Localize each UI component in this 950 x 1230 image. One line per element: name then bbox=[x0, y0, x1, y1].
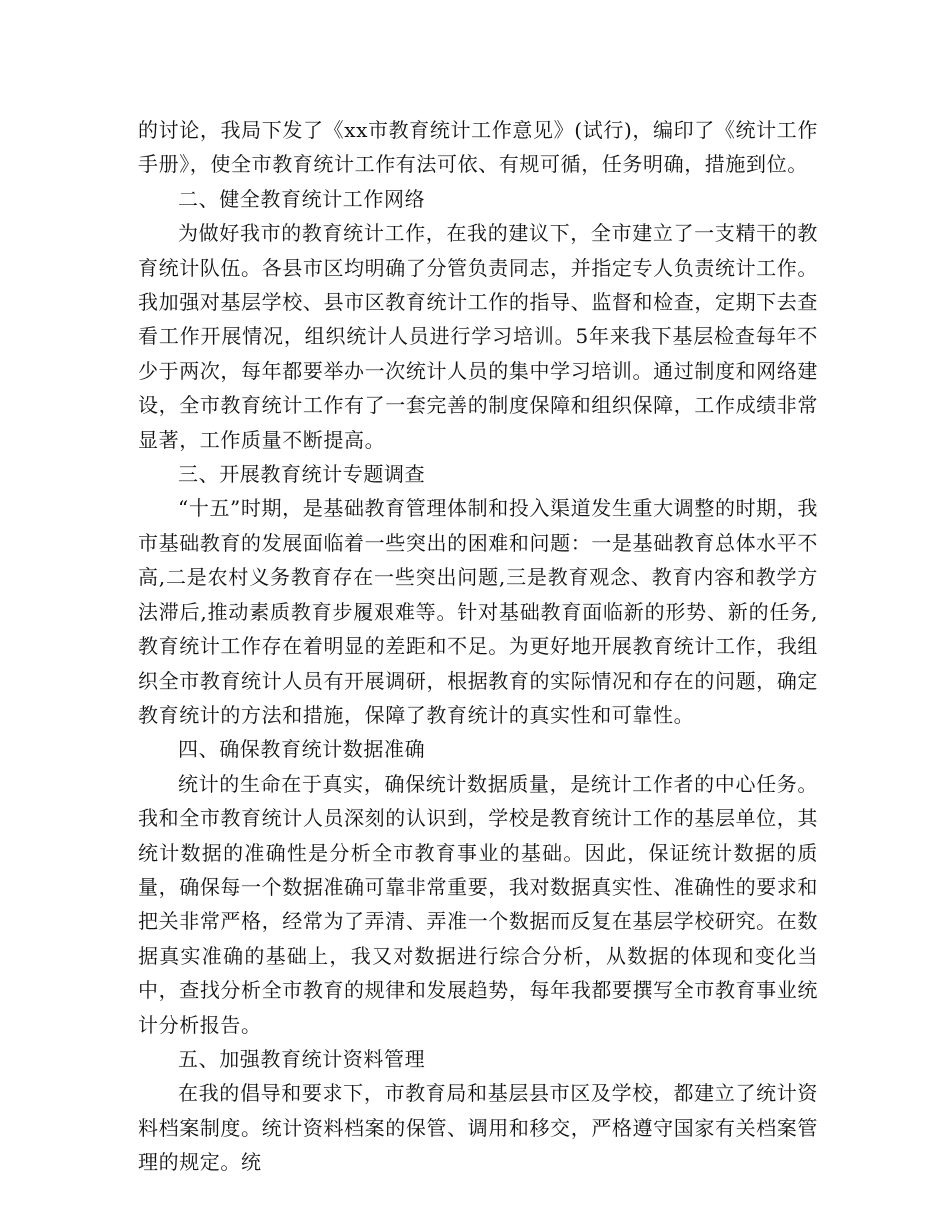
section-heading-accuracy: 四、确保教育统计数据准确 bbox=[178, 737, 426, 762]
section-heading-survey: 三、开展教育统计专题调查 bbox=[178, 462, 426, 487]
paragraph-archive: 在我的倡导和要求下，市教育局和基层县市区及学校，都建立了统计资料档案制度。统计资料档案的保管、调用和移交，严格遵守国家有关档案管理的规定。统 bbox=[138, 1081, 818, 1175]
paragraph-accuracy: 统计的生命在于真实，确保统计数据质量，是统计工作者的中心任务。我和全市教育统计人员深刻的认识到，学校是教育统计工作的基层单位，其统计数据的准确性是分析全市教育事业的基础。因此，保证统计数据的质量，确保每一个数据准确可靠非常重要，我对数据真实性、准确性的要求和把关非常严格，经常为了弄清、弄准一个数据而反复在基层学校研究。在数据真实准确的基础上，我又对数据进行综合分析，从数据的体现和变化当中，查找分析全市教育的规律和发展趋势，每年我都要撰写全市教育事业统计分析报告。 bbox=[138, 771, 818, 1037]
section-heading-archive: 五、加强教育统计资料管理 bbox=[178, 1046, 426, 1071]
paragraph-continuation: 的讨论，我局下发了《xx市教育统计工作意见》(试行)，编印了《统计工作手册》，使全市教育统计工作有法可依、有规可循，任务明确，措施到位。 bbox=[138, 118, 818, 177]
section-heading-network: 二、健全教育统计工作网络 bbox=[178, 186, 426, 211]
paragraph-survey: “十五”时期，是基础教育管理体制和投入渠道发生重大调整的时期，我市基础教育的发展面临着一些突出的困难和问题：一是基础教育总体水平不高,二是农村义务教育存在一些突出问题,三是教育观念、教育内容和教学方法滞后,推动素质教育步履艰难等。针对基础教育面临新的形势、新的任务,教育统计工作存在着明显的差距和不足。为更好地开展教育统计工作，我组织全市教育统计人员有开展调研，根据教育的实际情况和存在的问题，确定教育统计的方法和措施，保障了教育统计的真实性和可靠性。 bbox=[138, 496, 818, 727]
document-body bbox=[138, 113, 818, 1180]
paragraph-network: 为做好我市的教育统计工作，在我的建议下，全市建立了一支精干的教育统计队伍。各县市区均明确了分管负责同志，并指定专人负责统计工作。我加强对基层学校、县市区教育统计工作的指导、监督和检查，定期下去查看工作开展情况，组织统计人员进行学习培训。5年来我下基层检查每年不少于两次，每年都要举办一次统计人员的集中学习培训。通过制度和网络建设，全市教育统计工作有了一套完善的制度保障和组织保障，工作成绩非常显著，工作质量不断提高。 bbox=[138, 221, 818, 452]
